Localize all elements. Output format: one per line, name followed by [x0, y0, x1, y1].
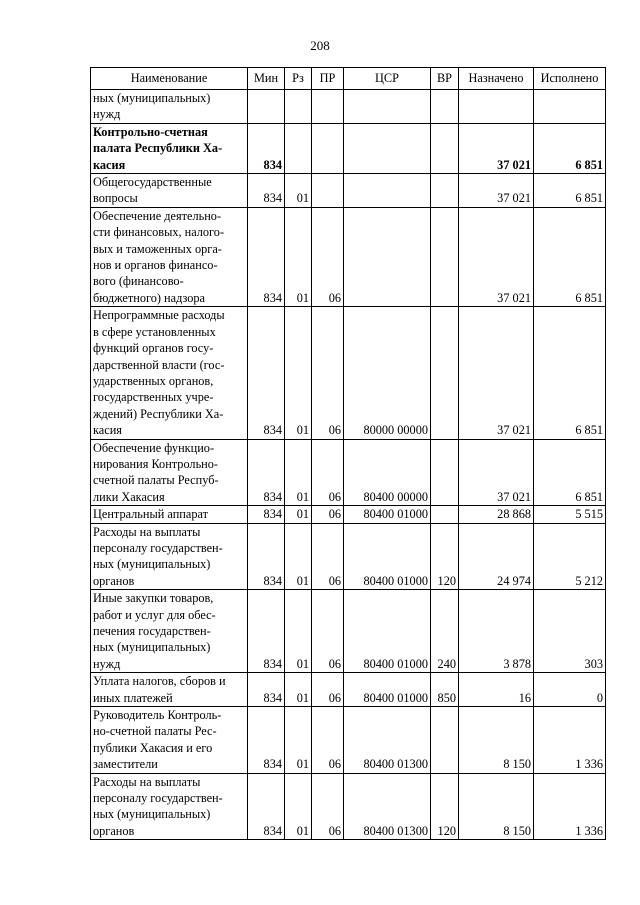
row-assigned: 28 868: [459, 506, 534, 523]
col-header-vr: ВР: [431, 68, 459, 90]
row-executed: 1 336: [534, 773, 606, 840]
row-name: ных (муниципальных) нужд: [91, 90, 248, 124]
row-pr: 06: [312, 773, 344, 840]
row-min: 834: [248, 707, 285, 774]
table-row: [91, 506, 606, 523]
row-rz: 01: [285, 590, 312, 673]
row-pr: 06: [312, 590, 344, 673]
row-executed: 6 851: [534, 307, 606, 439]
row-min: 834: [248, 590, 285, 673]
table-row: [91, 90, 606, 124]
row-executed: 5 515: [534, 506, 606, 523]
col-header-pr: ПР: [312, 68, 344, 90]
row-assigned: 37 021: [459, 439, 534, 506]
row-rz: [285, 90, 312, 124]
row-pr: 06: [312, 207, 344, 306]
page-number: 208: [310, 38, 330, 53]
row-min: 834: [248, 307, 285, 439]
row-min: 834: [248, 123, 285, 173]
row-name: Расходы на выплаты персоналу государствен- ных (муниципальных) органов: [91, 773, 248, 840]
row-vr: [431, 707, 459, 774]
row-assigned: 3 878: [459, 590, 534, 673]
row-name: Обеспечение функцио- нирования Контрольно- счетной палаты Респуб- лики Хакасия: [91, 439, 248, 506]
row-vr: [431, 439, 459, 506]
row-name: Контрольно-счетная палата Республики Ха- касия: [91, 123, 248, 173]
row-vr: [431, 123, 459, 173]
row-assigned: 37 021: [459, 307, 534, 439]
row-csr: [344, 174, 431, 208]
col-header-executed: Исполнено: [534, 68, 606, 90]
row-csr: 80400 01000: [344, 673, 431, 707]
row-min: 834: [248, 174, 285, 208]
row-vr: 850: [431, 673, 459, 707]
row-name: Расходы на выплаты персоналу государствен- ных (муниципальных) органов: [91, 523, 248, 590]
row-name: Непрограммные расходы в сфере установленных функций органов госу- дарственной власти (гос- ударственных органов, государственных учре- ждений) Республики Ха- касия: [91, 307, 248, 439]
col-header-csr: ЦСР: [344, 68, 431, 90]
row-vr: 240: [431, 590, 459, 673]
col-header-assigned: Назначено: [459, 68, 534, 90]
table-row: [91, 207, 606, 306]
row-csr: 80400 01300: [344, 773, 431, 840]
row-rz: 01: [285, 207, 312, 306]
row-pr: 06: [312, 506, 344, 523]
row-pr: [312, 174, 344, 208]
row-assigned: 37 021: [459, 123, 534, 173]
row-pr: [312, 123, 344, 173]
row-executed: 6 851: [534, 123, 606, 173]
row-min: 834: [248, 506, 285, 523]
row-executed: 303: [534, 590, 606, 673]
table-row: [91, 673, 606, 707]
row-rz: 01: [285, 506, 312, 523]
row-rz: [285, 123, 312, 173]
row-rz: 01: [285, 773, 312, 840]
row-executed: 1 336: [534, 707, 606, 774]
row-rz: 01: [285, 673, 312, 707]
row-assigned: 37 021: [459, 174, 534, 208]
col-header-min: Мин: [248, 68, 285, 90]
row-vr: [431, 307, 459, 439]
table-row: [91, 123, 606, 173]
table-header-row: [91, 68, 606, 90]
row-rz: 01: [285, 307, 312, 439]
row-name: Руководитель Контроль- но-счетной палаты Рес- публики Хакасия и его заместители: [91, 707, 248, 774]
row-assigned: 24 974: [459, 523, 534, 590]
row-pr: 06: [312, 439, 344, 506]
row-executed: 6 851: [534, 174, 606, 208]
table-row: [91, 590, 606, 673]
row-assigned: 8 150: [459, 707, 534, 774]
row-min: 834: [248, 207, 285, 306]
row-csr: [344, 123, 431, 173]
row-min: [248, 90, 285, 124]
table-row: [91, 773, 606, 840]
table-row: [91, 174, 606, 208]
budget-table: [90, 67, 606, 840]
row-vr: 120: [431, 523, 459, 590]
row-executed: 5 212: [534, 523, 606, 590]
row-csr: 80000 00000: [344, 307, 431, 439]
row-csr: 80400 01000: [344, 523, 431, 590]
row-csr: 80400 01000: [344, 590, 431, 673]
col-header-rz: Рз: [285, 68, 312, 90]
row-pr: 06: [312, 673, 344, 707]
row-name: Обеспечение деятельно- сти финансовых, налого- вых и таможенных орга- нов и органов финансо- вого (финансово- бюджетного) надзора: [91, 207, 248, 306]
row-vr: [431, 90, 459, 124]
row-rz: 01: [285, 174, 312, 208]
row-assigned: 16: [459, 673, 534, 707]
row-min: 834: [248, 439, 285, 506]
row-pr: 06: [312, 523, 344, 590]
row-name: Уплата налогов, сборов и иных платежей: [91, 673, 248, 707]
row-executed: 6 851: [534, 439, 606, 506]
row-rz: 01: [285, 707, 312, 774]
row-name: Центральный аппарат: [91, 506, 248, 523]
row-min: 834: [248, 773, 285, 840]
row-rz: 01: [285, 439, 312, 506]
row-name: Общегосударственные вопросы: [91, 174, 248, 208]
row-vr: 120: [431, 773, 459, 840]
table-row: [91, 523, 606, 590]
row-vr: [431, 174, 459, 208]
row-csr: [344, 90, 431, 124]
row-csr: 80400 01300: [344, 707, 431, 774]
row-assigned: 37 021: [459, 207, 534, 306]
row-assigned: 8 150: [459, 773, 534, 840]
row-min: 834: [248, 523, 285, 590]
row-vr: [431, 207, 459, 306]
row-vr: [431, 506, 459, 523]
row-executed: [534, 90, 606, 124]
row-csr: 80400 00000: [344, 439, 431, 506]
table-row: [91, 707, 606, 774]
row-csr: [344, 207, 431, 306]
row-pr: 06: [312, 307, 344, 439]
table-row: [91, 307, 606, 439]
table-row: [91, 439, 606, 506]
row-rz: 01: [285, 523, 312, 590]
row-pr: 06: [312, 707, 344, 774]
row-csr: 80400 01000: [344, 506, 431, 523]
row-min: 834: [248, 673, 285, 707]
row-assigned: [459, 90, 534, 124]
row-executed: 0: [534, 673, 606, 707]
row-name: Иные закупки товаров, работ и услуг для обес- печения государствен- ных (муниципальных) нужд: [91, 590, 248, 673]
row-executed: 6 851: [534, 207, 606, 306]
col-header-name: Наименование: [91, 68, 248, 90]
row-pr: [312, 90, 344, 124]
